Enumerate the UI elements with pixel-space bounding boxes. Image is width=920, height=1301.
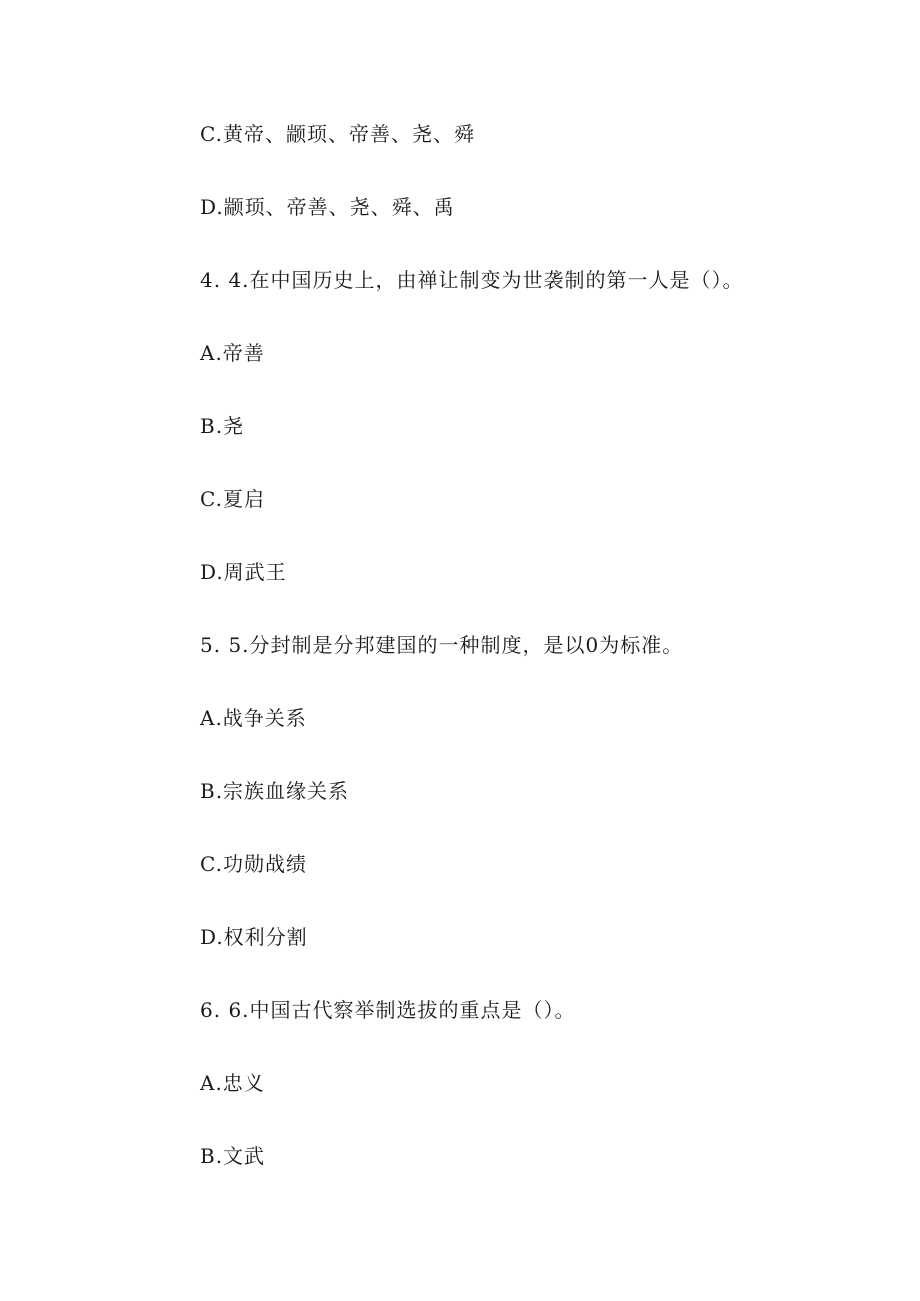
option-b-q4: B.尧 xyxy=(200,414,245,438)
option-d-q4: D.周武王 xyxy=(200,560,287,584)
option-d-q3: D.颛顼、帝善、尧、舜、禹 xyxy=(200,195,455,219)
option-b-q6: B.文武 xyxy=(200,1144,266,1168)
option-c-q3: C.黄帝、颛顼、帝善、尧、舜 xyxy=(200,122,475,146)
option-a-q5: A.战争关系 xyxy=(200,706,307,730)
option-a-q4: A.帝善 xyxy=(200,341,265,365)
question-5: 5. 5.分封制是分邦建国的一种制度，是以0为标准。 xyxy=(200,633,684,657)
option-c-q4: C.夏启 xyxy=(200,487,265,511)
question-6: 6. 6.中国古代察举制选拔的重点是（）。 xyxy=(200,998,576,1022)
option-d-q5: D.权利分割 xyxy=(200,925,308,949)
question-4: 4. 4.在中国历史上，由禅让制变为世袭制的第一人是（）。 xyxy=(200,268,744,292)
option-b-q5: B.宗族血缘关系 xyxy=(200,779,350,803)
option-a-q6: A.忠义 xyxy=(200,1071,265,1095)
option-c-q5: C.功勋战绩 xyxy=(200,852,307,876)
